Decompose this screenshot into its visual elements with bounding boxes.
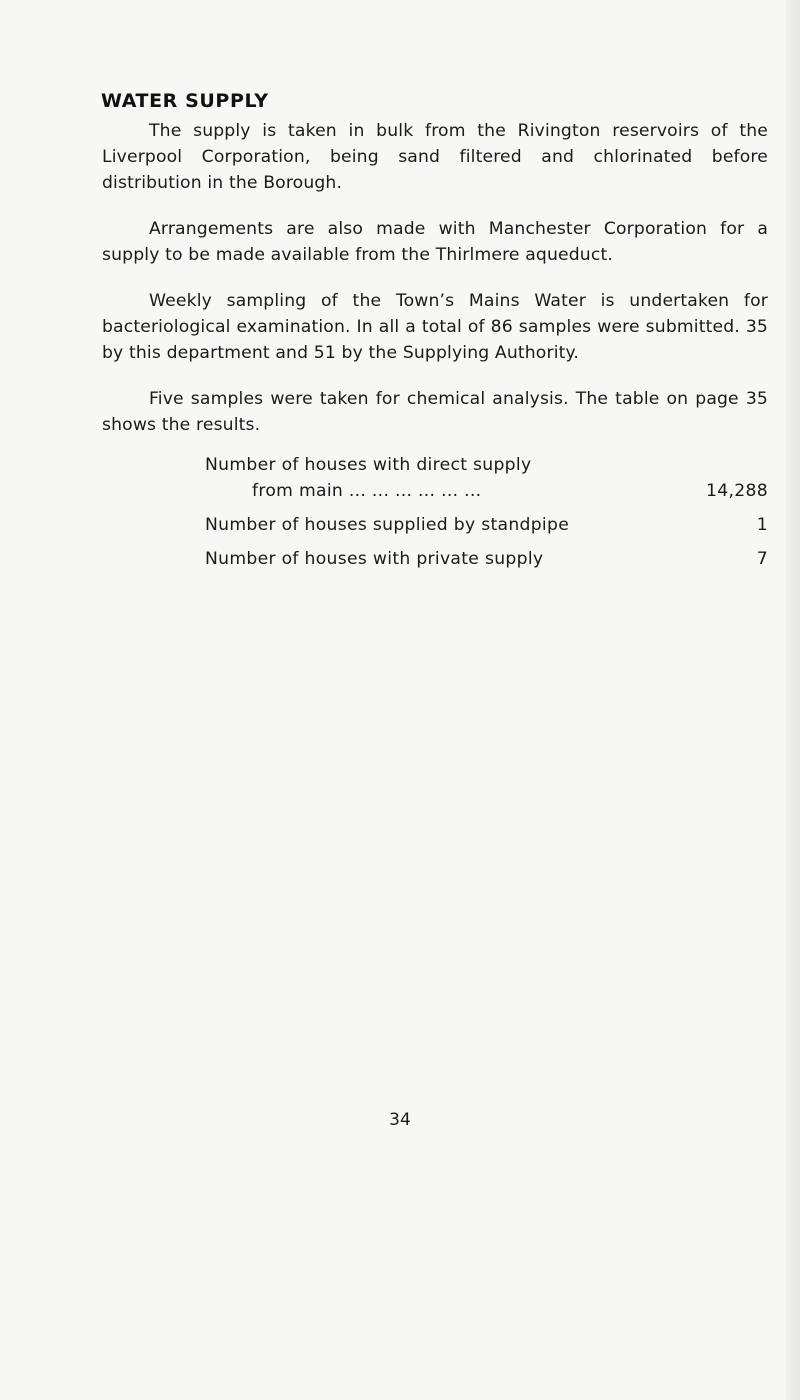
stat-row-private-supply <box>205 546 768 572</box>
page-edge-shadow <box>786 0 800 1400</box>
stat-label: Number of houses with private supply <box>205 549 544 569</box>
paragraph-arrangements: Arrangements are also made with Manchester Corporation for a supply to be made available from the Thirlmere aqueduct. <box>102 219 768 265</box>
page-number: 34 <box>389 1110 411 1130</box>
stat-row-standpipe <box>205 512 768 538</box>
stat-label: Number of houses supplied by standpipe <box>205 515 570 535</box>
section-heading: WATER SUPPLY <box>101 90 269 112</box>
stat-value: 7 <box>756 549 768 569</box>
stat-value: 1 <box>756 515 768 535</box>
document-body <box>102 90 768 580</box>
stat-row-direct-supply <box>205 452 768 504</box>
housing-supply-table <box>205 452 768 572</box>
paragraph-supply-source: The supply is taken in bulk from the Rivington reservoirs of the Liverpool Corporation, being sand filtered and chlorinated before distribution in the Borough. <box>102 121 768 193</box>
stat-label-line: from main ... ... ... ... ... ... <box>252 481 482 501</box>
paragraph-weekly-sampling: Weekly sampling of the Town’s Mains Water is undertaken for bacteriological examination. In all a total of 86 samples were submitted. 35 by this department and 51 by the Supplying Authority. <box>102 291 768 363</box>
stat-label <box>205 452 678 504</box>
stat-value: 14,288 <box>706 481 768 501</box>
stat-label-line: Number of houses with direct supply <box>205 455 532 475</box>
paragraph-chemical-analysis: Five samples were taken for chemical analysis. The table on page 35 shows the results. <box>102 389 768 435</box>
